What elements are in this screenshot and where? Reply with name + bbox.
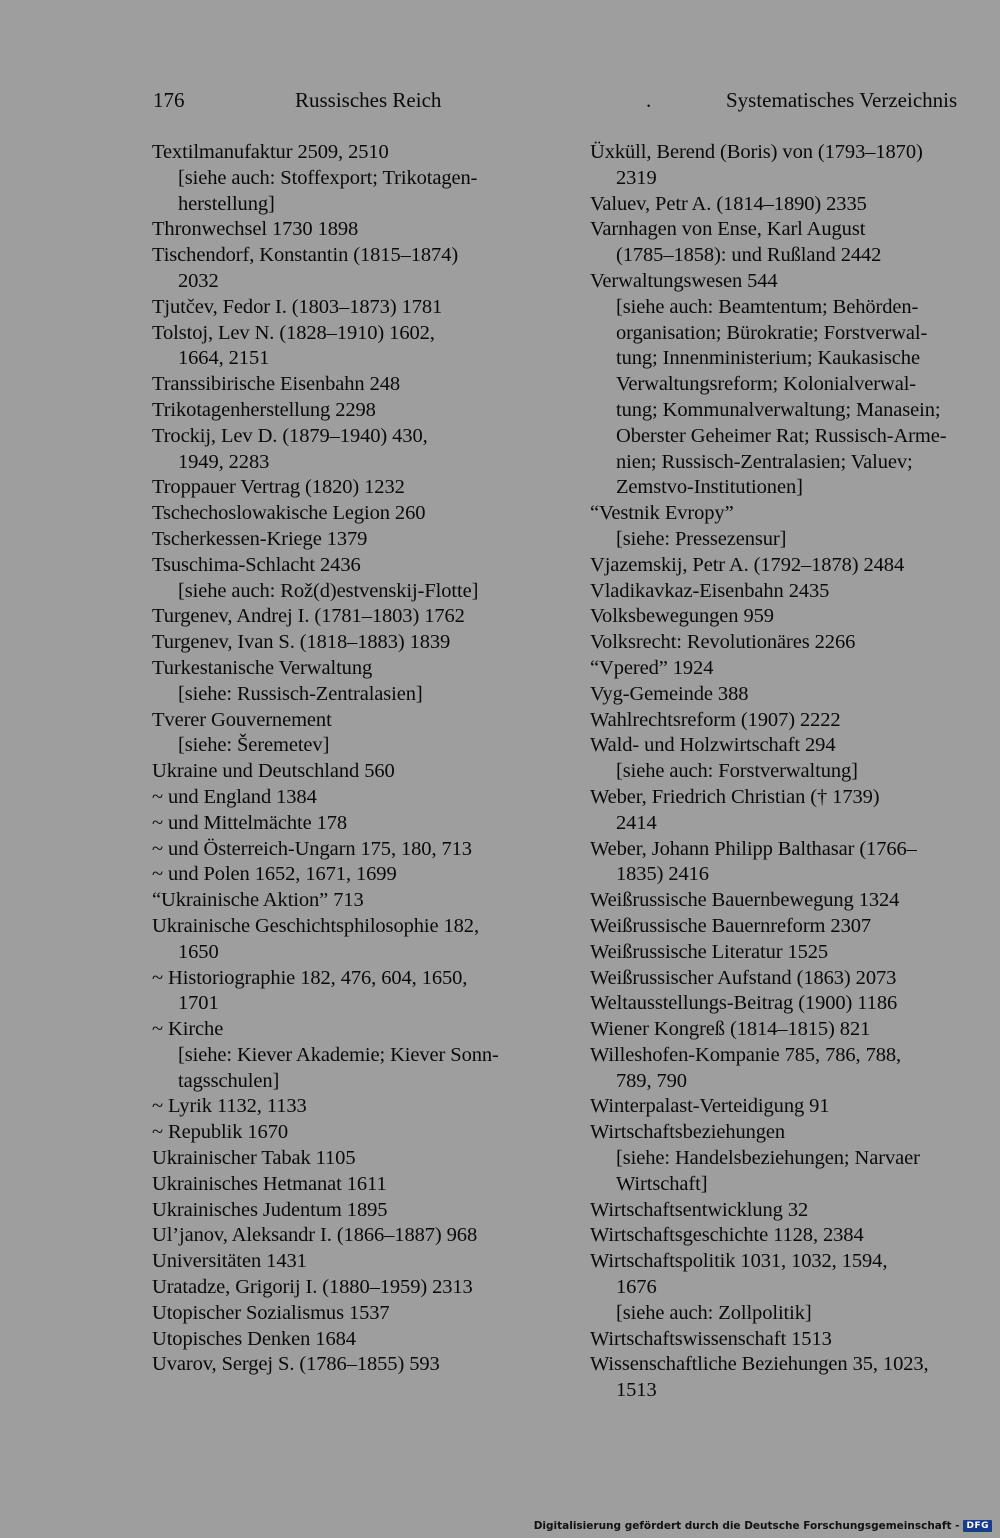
- index-entry: Weißrussische Bauernreform 2307: [590, 914, 872, 937]
- index-entry: Tsuschima-Schlacht 2436: [152, 553, 361, 576]
- index-entry-continuation: [siehe auch: Stoffexport; Trikotagen-: [178, 166, 478, 189]
- index-entry-continuation: [siehe auch: Zollpolitik]: [616, 1301, 812, 1324]
- index-entry: Wiener Kongreß (1814–1815) 821: [590, 1018, 871, 1041]
- running-title-right: Systematisches Verzeichnis: [726, 88, 958, 112]
- index-entry-continuation: 789, 790: [616, 1069, 687, 1092]
- index-entry: ~ und Österreich-Ungarn 175, 180, 713: [152, 837, 472, 860]
- index-entry: Varnhagen von Ense, Karl August: [590, 218, 866, 241]
- index-column-left: [152, 140, 572, 1378]
- index-entry: Üxküll, Berend (Boris) von (1793–1870): [590, 141, 923, 163]
- index-entry-continuation: [siehe: Handelsbeziehungen; Narvaer: [616, 1147, 920, 1170]
- index-entry: Wahlrechtsreform (1907) 2222: [590, 708, 841, 731]
- index-entry: Volksbewegungen 959: [590, 605, 774, 628]
- index-entry: “Ukrainische Aktion” 713: [152, 889, 364, 912]
- index-entry-continuation: [siehe auch: Beamtentum; Behörden-: [616, 295, 919, 318]
- index-entry: Tolstoj, Lev N. (1828–1910) 1602,: [152, 321, 435, 344]
- index-entry: Weißrussischer Aufstand (1863) 2073: [590, 966, 897, 989]
- index-entry: ~ und Polen 1652, 1671, 1699: [152, 863, 397, 886]
- index-entry: Ul’janov, Aleksandr I. (1866–1887) 968: [152, 1224, 478, 1247]
- index-entry: Vjazemskij, Petr A. (1792–1878) 2484: [590, 553, 905, 576]
- index-entry-continuation: 1513: [616, 1379, 657, 1402]
- index-entry-continuation: [siehe: Pressezensur]: [616, 527, 787, 550]
- index-entry-continuation: 1650: [178, 940, 219, 963]
- index-entry: Weber, Friedrich Christian († 1739): [590, 785, 880, 808]
- index-entry: ~ und Mittelmächte 178: [152, 811, 348, 834]
- index-entry-continuation: nien; Russisch-Zentralasien; Valuev;: [616, 450, 913, 473]
- index-entry: Tschechoslowakische Legion 260: [152, 502, 426, 525]
- index-entry-continuation: tung; Innenministerium; Kaukasische: [616, 347, 920, 370]
- index-entry: Trikotagenherstellung 2298: [152, 398, 376, 421]
- index-entry-continuation: 1664, 2151: [178, 347, 270, 370]
- index-entry: ~ Historiographie 182, 476, 604, 1650,: [152, 966, 468, 989]
- index-entry-continuation: 2319: [616, 166, 657, 189]
- index-entry-continuation: Verwaltungsreform; Kolonialverwal-: [616, 373, 917, 396]
- page-number: 176: [153, 88, 185, 112]
- index-entry-continuation: 1835) 2416: [616, 863, 709, 886]
- dfg-logo-icon: DFG: [963, 1520, 992, 1532]
- index-entry: Tverer Gouvernement: [152, 708, 332, 731]
- index-entry: Trockij, Lev D. (1879–1940) 430,: [152, 424, 428, 447]
- index-entry: Utopischer Sozialismus 1537: [152, 1301, 390, 1324]
- index-entry-continuation: tung; Kommunalverwaltung; Manasein;: [616, 398, 941, 421]
- header-separator: .: [646, 88, 652, 112]
- footer-text: Digitalisierung gefördert durch die Deutsche Forschungsgemeinschaft -: [533, 1520, 960, 1532]
- index-entry: Wirtschaftswissenschaft 1513: [590, 1327, 832, 1350]
- index-entry: Tischendorf, Konstantin (1815–1874): [152, 244, 459, 267]
- running-header: [0, 88, 1000, 118]
- index-entry-continuation: herstellung]: [178, 192, 275, 215]
- index-entry: Textilmanufaktur 2509, 2510: [152, 141, 389, 163]
- index-entry: Turgenev, Andrej I. (1781–1803) 1762: [152, 605, 465, 628]
- index-entry: Volksrecht: Revolutionäres 2266: [590, 631, 856, 654]
- index-entry: Weltausstellungs-Beitrag (1900) 1186: [590, 992, 898, 1015]
- index-entry: Winterpalast-Verteidigung 91: [590, 1095, 830, 1118]
- index-entry: Weißrussische Bauernbewegung 1324: [590, 889, 900, 912]
- index-entry-continuation: tagsschulen]: [178, 1069, 280, 1092]
- index-entry: Ukrainisches Judentum 1895: [152, 1198, 388, 1221]
- index-entry: Valuev, Petr A. (1814–1890) 2335: [590, 192, 867, 215]
- index-entry-continuation: 1949, 2283: [178, 450, 270, 473]
- index-column-right: [590, 140, 995, 1404]
- index-entry: Ukrainische Geschichtsphilosophie 182,: [152, 914, 479, 937]
- index-entry-continuation: [siehe: Šeremetev]: [178, 734, 330, 757]
- index-entry: Weber, Johann Philipp Balthasar (1766–: [590, 837, 917, 860]
- index-entry: Ukrainischer Tabak 1105: [152, 1147, 356, 1170]
- index-entry-continuation: Oberster Geheimer Rat; Russisch-Arme-: [616, 424, 947, 447]
- index-entry-continuation: 1676: [616, 1276, 657, 1299]
- index-entry: Turkestanische Verwaltung: [152, 656, 373, 679]
- index-entry: Thronwechsel 1730 1898: [152, 218, 359, 241]
- index-entry: Verwaltungswesen 544: [590, 269, 778, 292]
- index-entry-continuation: Wirtschaft]: [616, 1172, 708, 1195]
- index-entry-continuation: 2032: [178, 269, 219, 292]
- index-entry: Wissenschaftliche Beziehungen 35, 1023,: [590, 1353, 929, 1376]
- index-entry: Wirtschaftsbeziehungen: [590, 1121, 786, 1144]
- index-entry-continuation: [siehe auch: Forstverwaltung]: [616, 760, 858, 783]
- index-entry: Ukrainisches Hetmanat 1611: [152, 1172, 387, 1195]
- index-entry: Vladikavkaz-Eisenbahn 2435: [590, 579, 830, 602]
- digitization-footer: [534, 1520, 992, 1532]
- index-entry: Transsibirische Eisenbahn 248: [152, 373, 401, 396]
- index-entry-continuation: 2414: [616, 811, 657, 834]
- index-entry: “Vestnik Evropy”: [590, 502, 734, 525]
- index-entry: Utopisches Denken 1684: [152, 1327, 356, 1350]
- running-title-left: Russisches Reich: [295, 88, 442, 112]
- index-entry: Wirtschaftsgeschichte 1128, 2384: [590, 1224, 864, 1247]
- index-entry: ~ Republik 1670: [152, 1121, 289, 1144]
- index-entry: Wirtschaftspolitik 1031, 1032, 1594,: [590, 1250, 888, 1273]
- index-entry: Tscherkessen-Kriege 1379: [152, 527, 368, 550]
- index-entry-continuation: [siehe auch: Rož(d)estvenskij-Flotte]: [178, 579, 479, 602]
- index-entry: Weißrussische Literatur 1525: [590, 940, 829, 963]
- index-entry: Ukraine und Deutschland 560: [152, 760, 395, 783]
- index-entry: Vyg-Gemeinde 388: [590, 682, 749, 705]
- index-entry: “Vpered” 1924: [590, 656, 714, 679]
- index-entry: Troppauer Vertrag (1820) 1232: [152, 476, 405, 499]
- index-entry: Wald- und Holzwirtschaft 294: [590, 734, 836, 757]
- index-entry: Uratadze, Grigorij I. (1880–1959) 2313: [152, 1276, 473, 1299]
- index-entry: Universitäten 1431: [152, 1250, 307, 1273]
- index-entry: ~ Kirche: [152, 1018, 224, 1041]
- index-entry: Uvarov, Sergej S. (1786–1855) 593: [152, 1353, 440, 1376]
- index-entry-continuation: [siehe: Russisch-Zentralasien]: [178, 682, 423, 705]
- index-entry: Wirtschaftsentwicklung 32: [590, 1198, 809, 1221]
- index-entry-continuation: [siehe: Kiever Akademie; Kiever Sonn-: [178, 1043, 499, 1066]
- index-entry: Willeshofen-Kompanie 785, 786, 788,: [590, 1043, 902, 1066]
- index-entry: Tjutčev, Fedor I. (1803–1873) 1781: [152, 295, 443, 318]
- index-entry-continuation: (1785–1858): und Rußland 2442: [616, 244, 882, 267]
- index-entry-continuation: 1701: [178, 992, 219, 1015]
- index-entry: ~ und England 1384: [152, 785, 317, 808]
- index-entry: ~ Lyrik 1132, 1133: [152, 1095, 307, 1118]
- index-entry-continuation: Zemstvo-Institutionen]: [616, 476, 803, 499]
- index-entry: Turgenev, Ivan S. (1818–1883) 1839: [152, 631, 451, 654]
- index-entry-continuation: organisation; Bürokratie; Forstverwal-: [616, 321, 928, 344]
